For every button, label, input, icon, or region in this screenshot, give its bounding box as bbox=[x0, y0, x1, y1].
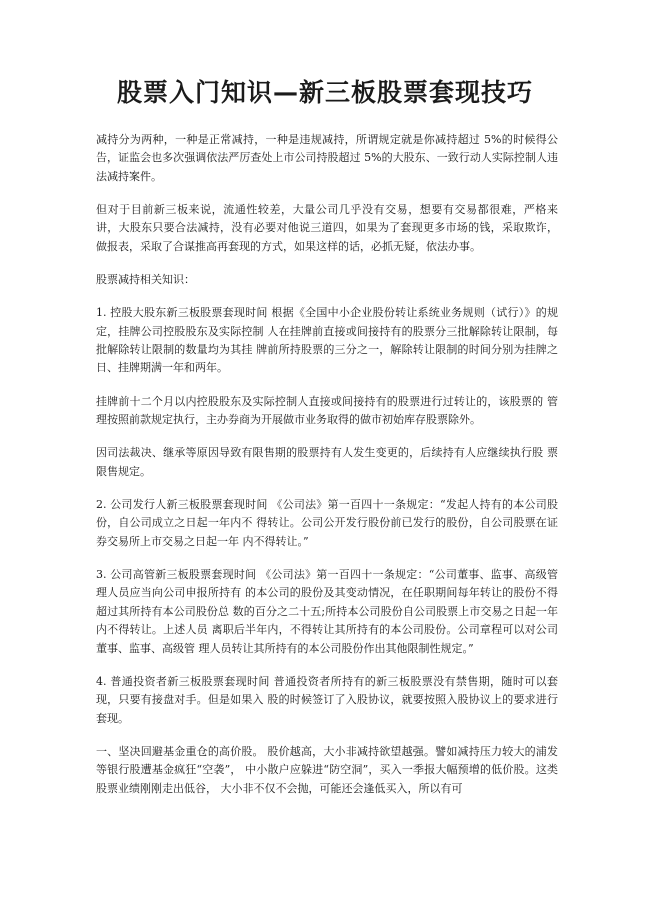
document-title: 股票入门知识—新三板股票套现技巧 bbox=[116, 77, 533, 107]
paragraph: 因司法裁决、继承等原因导致有限售期的股票持有人发生变更的，后续持有人应继续执行股 票限售规定。 bbox=[96, 446, 558, 478]
paragraph: 4. 普通投资者新三板股票套现时间 普通投资者所持有的新三板股票没有禁售期，随时可以套现，只要有接盘对手。但是如果入 股的时候签订了入股协议，就要按照入股协议上的要求进行套现。 bbox=[96, 674, 558, 725]
paragraph: 2. 公司发行人新三板股票套现时间 《公司法》第一百四十一条规定：“发起人持有的本公司股份，自公司成立之日起一年内不 得转让。公司公开发行股份前已发行的股份，自公司股票在证券交易所上市交易之日起一年 内不得转让。” bbox=[96, 497, 558, 548]
paragraph: 一、坚决回避基金重仓的高价股。 股价越高，大小非减持欲望越强。譬如减持压力较大的浦发等银行股遭基金疯狂“空袭”， 中小散户应躲进“防空洞”，买入一季报大幅预增的低价股。这类股票业绩刚刚走出低谷， 大小非不仅不会抛，可能还会逢低买入，所以有可 bbox=[96, 744, 558, 795]
paragraph: 挂牌前十二个月以内控股股东及实际控制人直接或间接持有的股票进行过转让的，该股票的 管理按照前款规定执行，主办券商为开展做市业务取得的做市初始库存股票除外。 bbox=[96, 394, 558, 427]
paragraph: 股票减持相关知识： bbox=[96, 273, 195, 287]
paragraph: 3. 公司高管新三板股票套现时间 《公司法》第一百四十一条规定：“公司董事、监事、高级管理人员应当向公司申报所持有 的本公司的股份及其变动情况，在任职期间每年转让的股份不得超过其所持有本公司股份总 数的百分之二十五;所持本公司股份自公司股票上市交易之日起一年内不得转让。上述人员 离职后半年内，不得转让其所持有的本公司股份。公司章程可以对公司董事、监事、高级管 理人员转让其所持有的本公司股份作出其他限制性规定。” bbox=[96, 567, 558, 655]
paragraph: 减持分为两种，一种是正常减持，一种是违规减持，所谓规定就是你减持超过 5%的时候得公告，证监会也多次强调依法严厉查处上市公司持股超过 5%的大股东、一致行动人实际控制人违法减持案件。 bbox=[96, 133, 558, 183]
paragraph: 但对于目前新三板来说，流通性较差，大量公司几乎没有交易，想要有交易都很难，严格来 讲，大股东只要合法减持，没有必要对他说三道四，如果为了套现更多市场的钱，采取欺诈， 做报表，采取了合谋推高再套现的方式，如果这样的话，必抓无疑，依法办事。 bbox=[96, 203, 558, 253]
paragraph: 1. 控股大股东新三板股票套现时间 根据《全国中小企业股份转让系统业务规则（试行）》的规定，挂牌公司控股股东及实际控制 人在挂牌前直接或间接持有的股票分三批解除转让限制，每批解除转让限制的数量均为其挂 牌前所持股票的三分之一，解除转让限制的时间分别为挂牌之日、挂牌期满一年和两年。 bbox=[96, 306, 558, 375]
document-body bbox=[96, 131, 558, 813]
